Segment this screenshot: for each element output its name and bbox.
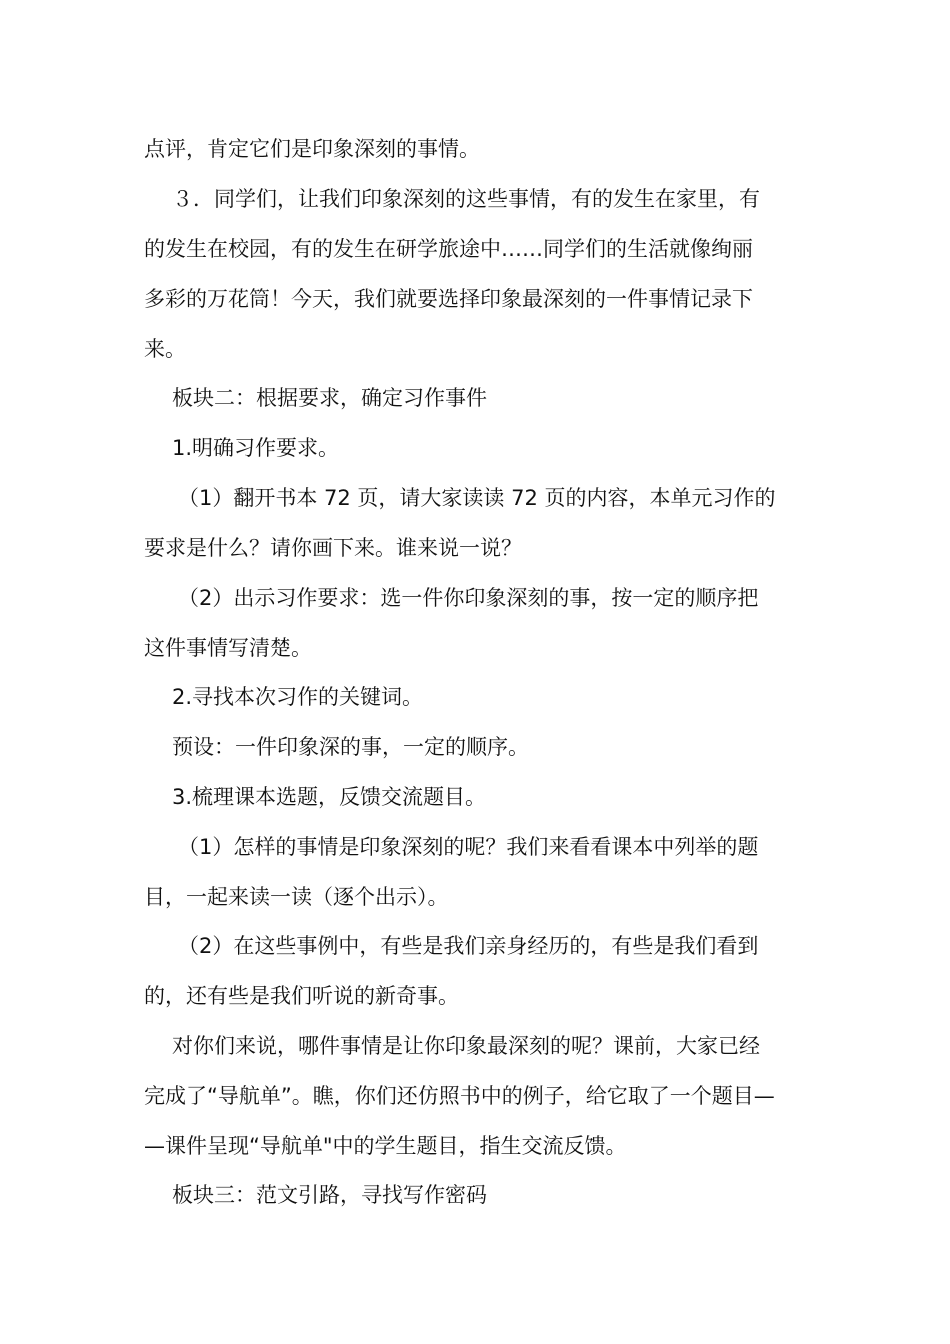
text-line: （2）在这些事例中，有些是我们亲身经历的，有些是我们看到 [178,934,759,958]
text-line: 的，还有些是我们听说的新奇事。 [144,984,459,1008]
text-line: 1.明确习作要求。 [172,436,340,460]
text-line: 这件事情写清楚。 [144,636,312,660]
text-line: 对你们来说，哪件事情是让你印象最深刻的呢？课前，大家已经 [172,1034,760,1058]
text-line: ３．同学们，让我们印象深刻的这些事情，有的发生在家里，有 [172,187,760,211]
text-line: （1）怎样的事情是印象深刻的呢？我们来看看课本中列举的题 [178,835,759,859]
text-line: 2.寻找本次习作的关键词。 [172,685,424,709]
text-line: 来。 [144,337,186,361]
text-line: —课件呈现“导航单"中的学生题目，指生交流反馈。 [144,1134,627,1158]
text-line: 预设：一件印象深的事，一定的顺序。 [172,735,529,759]
text-line: （2）出示习作要求：选一件你印象深刻的事，按一定的顺序把 [178,586,759,610]
text-line: （1）翻开书本 72 页，请大家读读 72 页的内容，本单元习作的 [178,486,776,510]
text-line: 的发生在校园，有的发生在研学旅途中……同学们的生活就像绚丽 [144,237,753,261]
section-heading: 板块二：根据要求，确定习作事件 [172,386,487,410]
section-heading: 板块三：范文引路，寻找写作密码 [172,1183,487,1207]
text-line: 3.梳理课本选题，反馈交流题目。 [172,785,487,809]
text-line: 多彩的万花筒！今天，我们就要选择印象最深刻的一件事情记录下 [144,287,753,311]
text-line: 要求是什么？请你画下来。谁来说一说？ [144,536,522,560]
text-line: 完成了“导航单”。瞧，你们还仿照书中的例子，给它取了一个题目— [144,1084,775,1108]
text-line: 目，一起来读一读（逐个出示）。 [144,885,449,909]
text-line: 点评，肯定它们是印象深刻的事情。 [144,137,480,161]
